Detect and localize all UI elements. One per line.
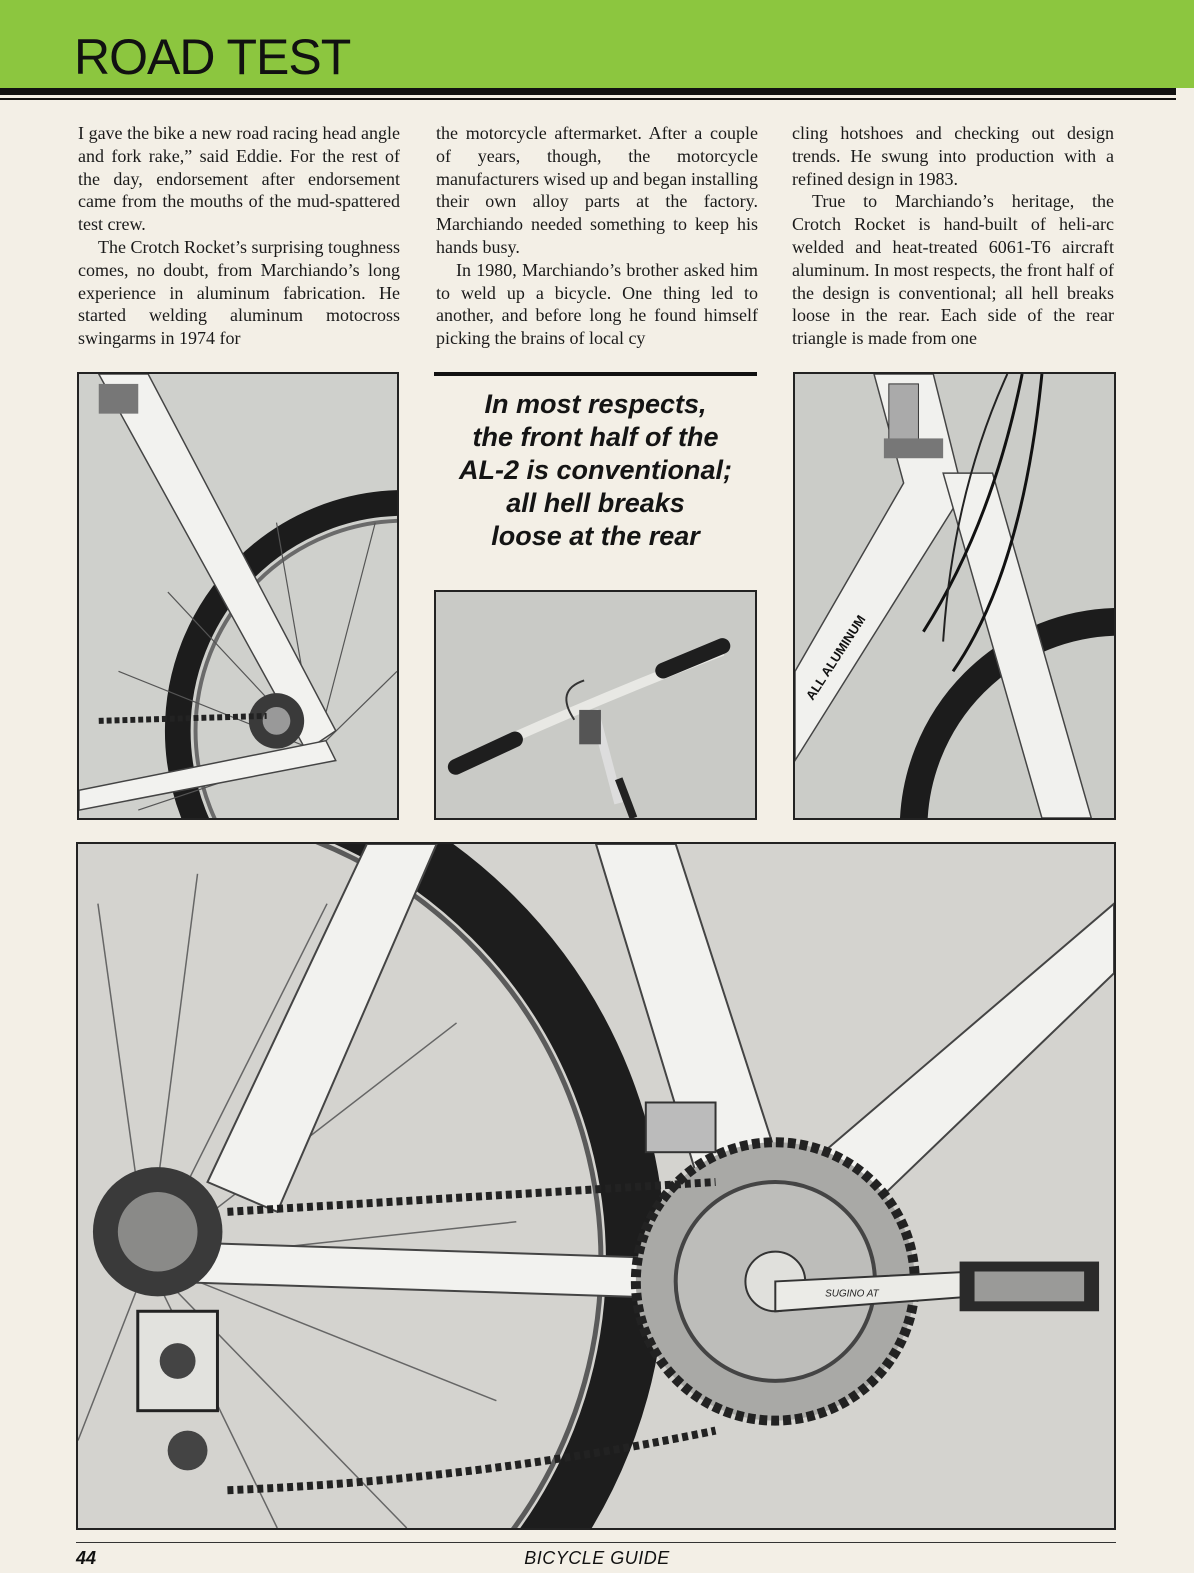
text-column-2 xyxy=(436,122,758,354)
paragraph: cling hotshoes and checking out design trends. He swung into production with a refined design in 1983. xyxy=(792,123,1114,189)
handlebar-photo xyxy=(434,590,757,820)
text-column-1 xyxy=(78,122,400,354)
text-column-3 xyxy=(792,122,1114,354)
header-rule-thin xyxy=(0,98,1176,100)
section-title: ROAD TEST xyxy=(74,29,351,85)
footer-rule xyxy=(76,1542,1116,1543)
paragraph: The Crotch Rocket’s surprising toughness comes, no doubt, from Marchiando’s long experience in aluminum fabrication. He started welding aluminum motocross swingarms in 1974 for xyxy=(78,236,400,349)
paragraph: the motorcycle aftermarket. After a couple of years, though, the motorcycle manufacturers wised up and began installing their own alloy parts at the factory. Marchiando needed something to keep his hands busy. xyxy=(436,123,758,257)
paragraph: In 1980, Marchiando’s brother asked him to weld up a bicycle. One thing led to another, and before long he found himself picking the brains of local cy xyxy=(436,259,758,349)
paragraph: True to Marchiando’s heritage, the Crotch Rocket is hand-built of heli-arc welded and heat-treated 6061-T6 aircraft aluminum. In most respects, the front half of the design is conventional; all hell breaks loose in the rear. Each side of the rear triangle is made from one xyxy=(792,191,1114,349)
head-tube-downtube-photo-icon xyxy=(795,374,1114,818)
rear-wheel-photo xyxy=(77,372,399,820)
handlebar-photo-icon xyxy=(436,592,755,818)
pull-quote-rule xyxy=(434,372,757,376)
crank-decal: SUGINO AT xyxy=(825,1288,879,1300)
downtube-photo xyxy=(793,372,1116,820)
drivetrain-photo-icon xyxy=(78,844,1114,1528)
paragraph: I gave the bike a new road racing head angle and fork rake,” said Eddie. For the rest of the day, endorsement after endorsement came from the mouths of the mud-spattered test crew. xyxy=(78,123,400,235)
drivetrain-photo xyxy=(76,842,1116,1530)
pull-quote xyxy=(434,372,757,578)
header-rule-thick xyxy=(0,88,1176,95)
pull-quote-text: In most respects, the front half of the AL-2 is conventional; all hell breaks loose at the rear xyxy=(458,389,733,551)
page-number: 44 xyxy=(76,1548,97,1568)
publication-name: BICYCLE GUIDE xyxy=(524,1548,670,1568)
frame-decal: ALL ALUMINUM xyxy=(802,612,869,703)
rear-wheel-seatstay-photo-icon xyxy=(79,374,397,818)
